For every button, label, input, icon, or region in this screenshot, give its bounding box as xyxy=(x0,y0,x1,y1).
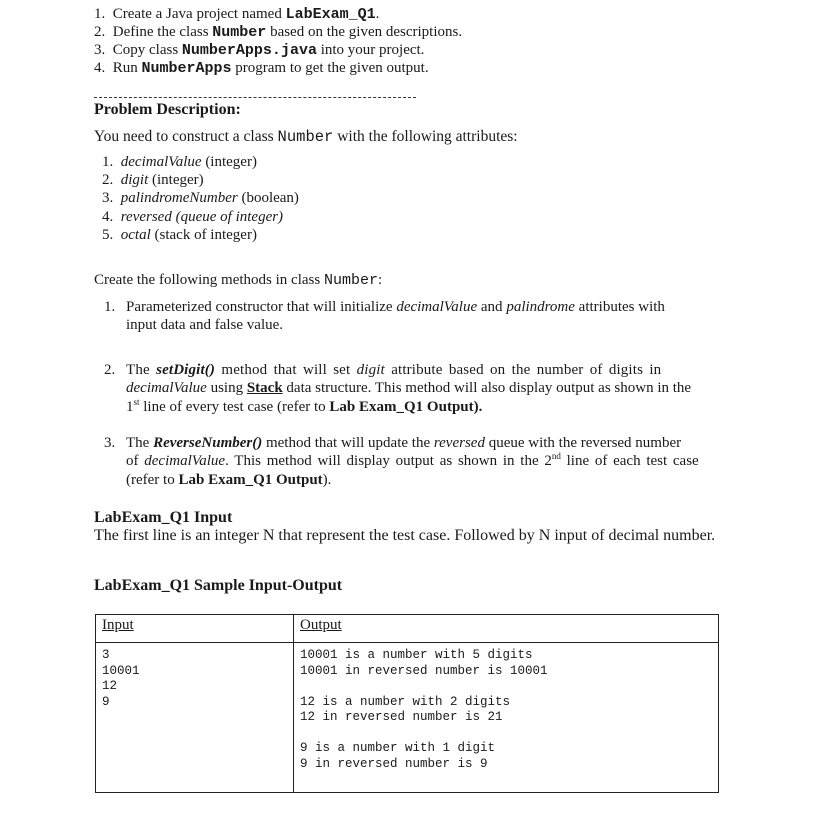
input-description: The first line is an integer N that represent the test case. Followed by N input of decimal number. xyxy=(94,527,716,544)
output-column-header: Output xyxy=(300,617,342,633)
sample-input-text: 3 10001 12 9 xyxy=(102,648,140,709)
table-header-row xyxy=(96,615,719,643)
input-column-header: Input xyxy=(102,617,134,633)
sample-output-text: 10001 is a number with 5 digits 10001 in reversed number is 10001 12 is a number with 2 digits 12 in reversed number is 21 9 is a number with 1 digit 9 in reversed number is 9 xyxy=(300,648,548,771)
methods-intro: Create the following methods in class Number: xyxy=(94,272,383,289)
table-cell xyxy=(96,643,294,793)
step-item: 3. Copy class NumberApps.java into your project. xyxy=(94,42,425,59)
attribute-item: 2. digit (integer) xyxy=(102,172,204,188)
problem-intro: You need to construct a class Number with the following attributes: xyxy=(94,128,518,146)
dashed-divider xyxy=(94,97,416,98)
problem-heading: Problem Description: xyxy=(94,101,241,118)
sample-io-table xyxy=(95,614,719,793)
step-item: 4. Run NumberApps program to get the given output. xyxy=(94,60,429,77)
step-item: 2. Define the class Number based on the given descriptions. xyxy=(94,24,463,41)
attribute-item: 5. octal (stack of integer) xyxy=(102,227,257,243)
attribute-item: 4. reversed (queue of integer) xyxy=(102,209,284,225)
attribute-item: 1. decimalValue (integer) xyxy=(102,154,257,170)
table-header-cell xyxy=(294,615,719,643)
table-cell xyxy=(294,643,719,793)
sample-heading: LabExam_Q1 Sample Input-Output xyxy=(94,577,343,594)
table-row xyxy=(96,643,719,793)
input-heading: LabExam_Q1 Input xyxy=(94,509,233,526)
attribute-item: 3. palindromeNumber (boolean) xyxy=(102,190,299,206)
table-header-cell xyxy=(96,615,294,643)
step-item: 1. Create a Java project named LabExam_Q1. xyxy=(94,6,380,23)
